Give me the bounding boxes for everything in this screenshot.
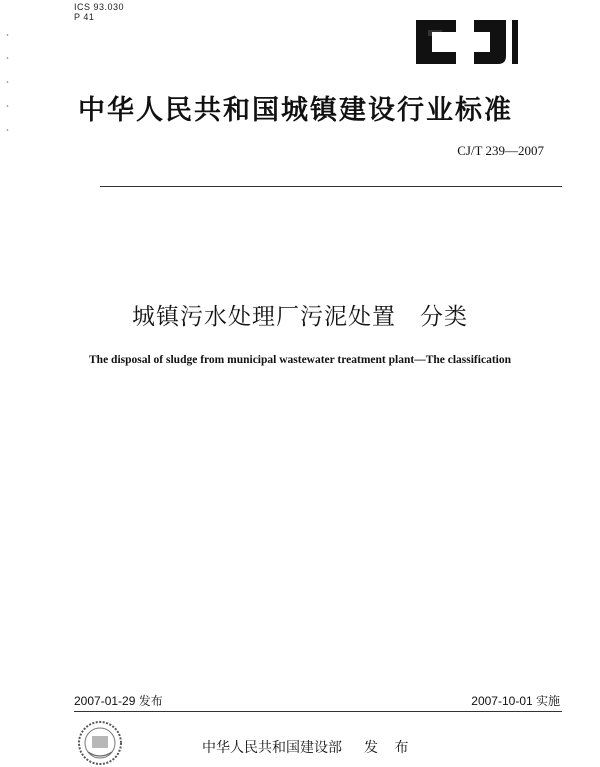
- publisher-name: 中华人民共和国建设部: [202, 740, 342, 756]
- publisher-seal-icon: [76, 720, 124, 766]
- cj-logo: [412, 16, 522, 68]
- document-title-zh: 城镇污水处理厂污泥处置 分类: [132, 304, 468, 330]
- publisher-line: [202, 737, 414, 757]
- margin-marks: [6, 30, 9, 140]
- ics-code: ICS 93.030: [74, 2, 125, 12]
- publisher-verb: 发 布: [364, 740, 415, 756]
- publish-date: 2007-01-29 发布: [74, 694, 163, 708]
- classification-codes: [74, 2, 124, 22]
- footer-divider: [74, 711, 562, 712]
- header-divider: [100, 186, 562, 187]
- implement-date: 2007-10-01 实施: [471, 694, 560, 708]
- standard-category-title: 中华人民共和国城镇建设行业标准: [78, 95, 513, 126]
- standard-number: CJ/T 239—2007: [457, 143, 544, 158]
- document-title-en: The disposal of sludge from municipal wastewater treatment plant—The classification: [89, 354, 511, 366]
- ccs-code: P 41: [74, 12, 95, 22]
